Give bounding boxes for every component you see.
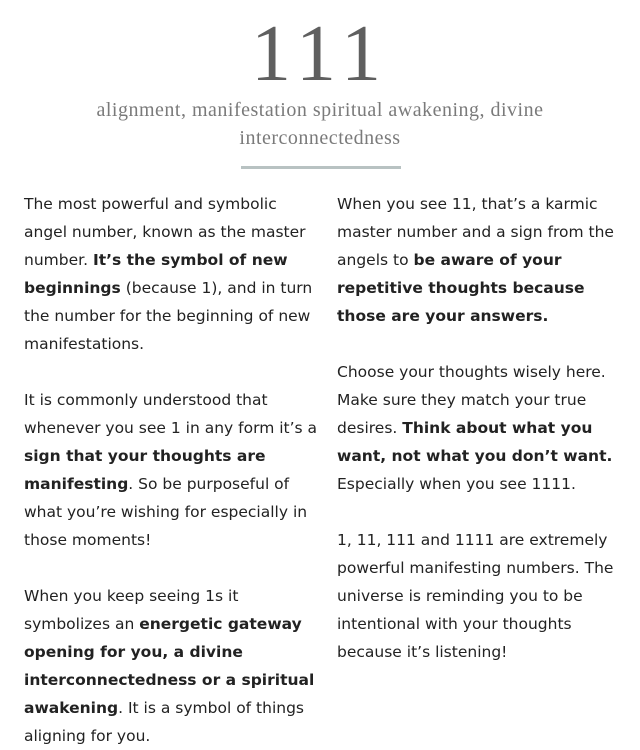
page-subtitle: alignment, manifestation spiritual awakening, divine interconnectedness [96,99,544,149]
right-paragraph-2 [337,358,627,498]
right-paragraph-1 [337,190,627,330]
text: It is commonly understood that whenever you see 1 in any form it’s a [24,391,318,437]
bold-text: Think about what you want, not what you don’t want. [337,419,613,465]
left-column [24,190,322,750]
left-paragraph-3 [24,582,322,750]
bold-text: energetic gateway opening for you, a divine interconnectedness or a spiritual awakening [24,615,315,717]
left-paragraph-1 [24,190,322,358]
text: 1, 11, 111 and 1111 are extremely powerful manifesting numbers. The universe is reminding you to be intentional with your thoughts because it’s listening! [337,531,614,661]
text: . So be purposeful of what you’re wishing for especially in those moments! [24,475,308,549]
text: . It is a symbol of things aligning for you. [24,699,305,745]
text: Choose your thoughts wisely here. Make sure they match your true desires. [337,363,606,437]
text: The most powerful and symbolic angel number, known as the master number. [24,195,306,269]
title-divider [241,166,401,169]
bold-text: be aware of your repetitive thoughts because those are your answers. [337,251,585,325]
page-title: 111 [250,10,390,98]
left-paragraph-2 [24,386,322,554]
right-column [337,190,627,666]
bold-text: sign that your thoughts are manifesting [24,447,266,493]
text: When you see 11, that’s a karmic master number and a sign from the angels to [337,195,614,269]
text: (because 1), and in turn the number for the beginning of new manifestations. [24,279,313,353]
text: Especially when you see 1111. [337,475,576,493]
bold-text: It’s the symbol of new beginnings [24,251,288,297]
right-paragraph-3 [337,526,627,666]
text: When you keep seeing 1s it symbolizes an [24,587,239,633]
